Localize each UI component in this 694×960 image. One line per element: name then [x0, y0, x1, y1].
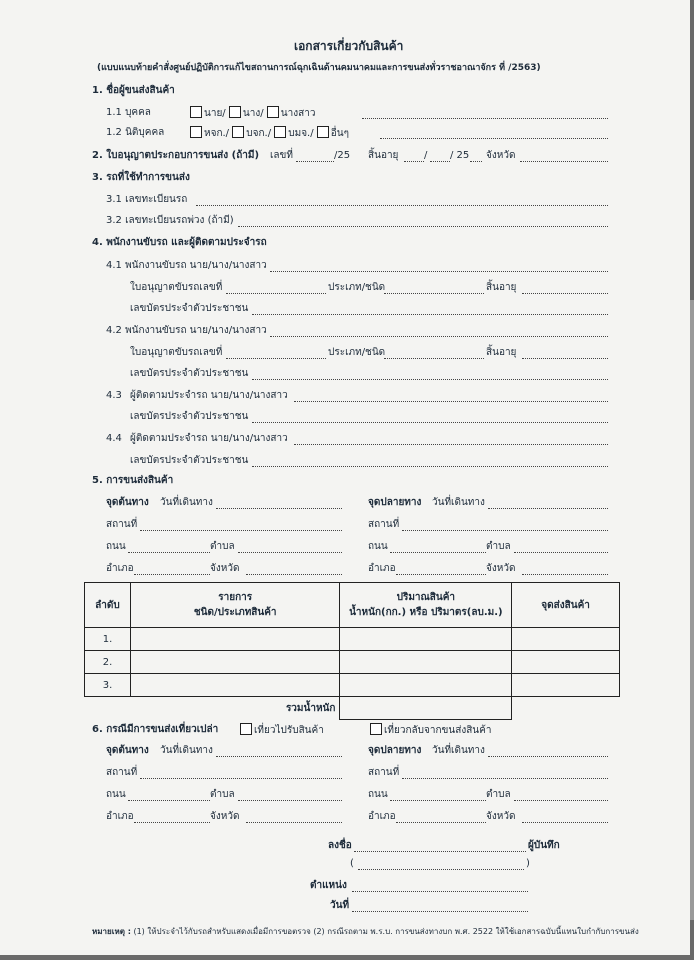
section-4-heading: 4. พนักงานขับรถ และผู้ติดตามประจำรถ	[92, 237, 267, 248]
expire-slash: /	[424, 150, 428, 161]
option-return-trip-label: เที่ยวกลับจากขนส่งสินค้า	[384, 725, 492, 736]
s5-dest-province-label: จังหวัด	[486, 563, 516, 574]
driver-1-expire-label: สิ้นอายุ	[486, 282, 517, 293]
table-row	[85, 628, 620, 651]
sign-date-line[interactable]	[352, 911, 528, 912]
footnote-text: (1) ให้ประจำไว้กับรถสำหรับแสดงเมื่อมีการขอตรวจ (2) กรณีรถตาม พ.ร.บ. การขนส่งทางบก พ.ศ. 2522 ให้ใช้เอกสารฉบับนี้แทนใบกำกับการขนส่ง	[133, 927, 639, 936]
attendant-2-id-label: เลขบัตรประจำตัวประชาชน	[130, 455, 249, 466]
attendant-1-name-line[interactable]	[294, 401, 608, 402]
checkbox-public-co[interactable]	[274, 126, 286, 138]
s6-origin-district-label: อำเภอ	[106, 811, 134, 822]
vehicle-plate-line[interactable]	[196, 205, 608, 206]
license-expire-label: สิ้นอายุ	[368, 150, 399, 161]
option-co-ltd-label: บจก./	[246, 128, 272, 139]
company-type-options	[190, 126, 349, 140]
section-6-heading: 6. กรณีมีการขนส่งเที่ยวเปล่า	[92, 724, 219, 735]
s6-dest-date-label: วันที่เดินทาง	[432, 745, 485, 756]
printed-name-line[interactable]	[358, 869, 524, 870]
s6-origin-road-label: ถนน	[106, 789, 126, 800]
option-other-label: อื่นๆ	[330, 128, 350, 139]
s5-origin-district-line[interactable]	[134, 574, 210, 575]
s6-dest-subdistrict-line[interactable]	[514, 800, 608, 801]
s5-dest-subdistrict-label: ตำบล	[486, 541, 511, 552]
paren-close: )	[526, 858, 530, 869]
driver-1-label: 4.1 พนักงานขับรถ นาย/นาง/นางสาว	[106, 260, 267, 271]
section-5-heading: 5. การขนส่งสินค้า	[92, 475, 174, 486]
col-item-text-2: ชนิด/ประเภทสินค้า	[193, 607, 277, 618]
s6-dest-province-line[interactable]	[522, 822, 608, 823]
s6-dest-label: จุดปลายทาง	[368, 745, 422, 756]
section-3-heading: 3. รถที่ใช้ทำการขนส่ง	[92, 172, 190, 183]
empty-trip-option-2	[370, 723, 491, 737]
col-dest-text: จุดส่งสินค้า	[541, 599, 590, 611]
attendant-1-id-line[interactable]	[252, 422, 608, 423]
driver-2-label: 4.2 พนักงานขับรถ นาย/นาง/นางสาว	[106, 325, 267, 336]
section-1-heading: 1. ชื่อผู้ขนส่งสินค้า	[92, 85, 175, 96]
expire-month-line[interactable]	[430, 161, 450, 162]
table-row	[85, 651, 620, 674]
driver-1-expire-line[interactable]	[522, 293, 608, 294]
attendant-2-id-line[interactable]	[252, 466, 608, 467]
person-name-line[interactable]	[362, 118, 608, 119]
driver-2-name-line[interactable]	[270, 336, 608, 337]
item-cell[interactable]	[130, 651, 340, 674]
footnote	[92, 926, 639, 938]
empty-cell	[512, 697, 620, 720]
table-row	[85, 674, 620, 697]
checkbox-to-pickup[interactable]	[240, 723, 252, 735]
s5-origin-date-line[interactable]	[216, 508, 342, 509]
attendant-1-id-label: เลขบัตรประจำตัวประชาชน	[130, 411, 249, 422]
col-qty-text-2: น้ำหนัก(กก.) หรือ ปริมาตร(ลบ.ม.)	[349, 607, 503, 618]
s6-origin-place-label: สถานที่	[106, 767, 138, 778]
attendant-2-number: 4.4	[106, 433, 122, 444]
section-1-2-label: 1.2 นิติบุคคล	[106, 127, 165, 138]
option-public-co-label: บมจ./	[288, 128, 314, 139]
s6-origin-subdistrict-line[interactable]	[238, 800, 342, 801]
item-cell[interactable]	[130, 628, 340, 651]
s6-dest-district-label: อำเภอ	[368, 811, 396, 822]
section-1-1-label: 1.1 บุคคล	[106, 107, 151, 118]
checkbox-return-trip[interactable]	[370, 723, 382, 735]
driver-1-license-label: ใบอนุญาตขับรถเลขที่	[130, 282, 223, 293]
s5-dest-road-label: ถนน	[368, 541, 388, 552]
empty-trip-option-1	[240, 723, 324, 737]
checkbox-other[interactable]	[317, 126, 329, 138]
s5-dest-road-line[interactable]	[390, 552, 486, 553]
s5-dest-district-line[interactable]	[396, 574, 486, 575]
license-year-1: /25	[334, 150, 351, 161]
total-weight-label: รวมน้ำหนัก	[285, 702, 336, 714]
driver-2-license-label: ใบอนุญาตขับรถเลขที่	[130, 347, 223, 358]
driver-2-expire-label: สิ้นอายุ	[486, 347, 517, 358]
dest-cell[interactable]	[512, 674, 620, 697]
trailer-plate-line[interactable]	[238, 226, 608, 227]
vehicle-plate-label: 3.1 เลขทะเบียนรถ	[106, 194, 188, 205]
attendant-1-number: 4.3	[106, 390, 122, 401]
scrollbar[interactable]	[690, 300, 694, 920]
driver-2-id-line[interactable]	[252, 379, 608, 380]
recorder-label: ผู้บันทึก	[528, 840, 560, 851]
total-weight-cell[interactable]	[340, 697, 512, 720]
item-cell[interactable]	[130, 674, 340, 697]
option-ltd-partnership-label: หจก./	[204, 128, 230, 139]
s6-origin-road-line[interactable]	[128, 800, 210, 801]
s5-dest-date-label: วันที่เดินทาง	[432, 497, 485, 508]
s5-origin-subdistrict-line[interactable]	[238, 552, 342, 553]
license-year-2: / 25	[450, 150, 470, 161]
s5-origin-subdistrict-label: ตำบล	[210, 541, 235, 552]
s5-dest-province-line[interactable]	[522, 574, 608, 575]
option-mrs-label: นาง/	[242, 108, 264, 119]
section-2-heading: 2. ใบอนุญาตประกอบการขนส่ง (ถ้ามี)	[92, 150, 260, 161]
signature-line[interactable]	[354, 851, 526, 852]
attendant-2-name-line[interactable]	[294, 444, 608, 445]
dest-cell[interactable]	[512, 651, 620, 674]
s5-origin-road-label: ถนน	[106, 541, 126, 552]
col-no-text: ลำดับ	[95, 599, 120, 611]
s5-origin-place-line[interactable]	[140, 530, 342, 531]
driver-2-expire-line[interactable]	[522, 358, 608, 359]
option-to-pickup-label: เที่ยวไปรับสินค้า	[254, 725, 324, 736]
s6-origin-province-line[interactable]	[246, 822, 342, 823]
goods-table	[84, 582, 620, 720]
col-qty-text-1: ปริมาณสินค้า	[396, 592, 456, 603]
driver-1-name-line[interactable]	[270, 271, 608, 272]
driver-2-id-label: เลขบัตรประจำตัวประชาชน	[130, 368, 249, 379]
position-label: ตำแหน่ง	[310, 880, 347, 891]
s5-dest-place-line[interactable]	[402, 530, 608, 531]
s6-origin-province-label: จังหวัด	[210, 811, 240, 822]
option-miss-label: นางสาว	[280, 108, 316, 119]
s5-origin-label: จุดต้นทาง	[106, 497, 149, 508]
s5-origin-date-label: วันที่เดินทาง	[160, 497, 213, 508]
s6-origin-date-line[interactable]	[216, 756, 342, 757]
checkbox-ltd-partnership[interactable]	[190, 126, 202, 138]
company-name-line[interactable]	[380, 138, 608, 139]
s6-dest-date-line[interactable]	[488, 756, 608, 757]
s5-dest-place-label: สถานที่	[368, 519, 400, 530]
license-province-label: จังหวัด	[486, 150, 516, 161]
s5-dest-date-line[interactable]	[488, 508, 608, 509]
s6-origin-date-label: วันที่เดินทาง	[160, 745, 213, 756]
s5-origin-district-label: อำเภอ	[106, 563, 134, 574]
row-number: 2.	[85, 651, 131, 674]
license-no-label: เลขที่	[270, 150, 293, 161]
footnote-label: หมายเหตุ :	[92, 927, 131, 936]
col-header-item	[130, 583, 340, 628]
attendant-2-label: ผู้ติดตามประจำรถ นาย/นาง/นางสาว	[130, 433, 288, 444]
driver-2-type-label: ประเภท/ชนิด	[328, 347, 386, 358]
option-mr-label: นาย/	[204, 108, 226, 119]
s6-dest-road-line[interactable]	[390, 800, 486, 801]
qty-cell[interactable]	[340, 651, 512, 674]
s5-dest-subdistrict-line[interactable]	[514, 552, 608, 553]
sign-label: ลงชื่อ	[328, 840, 352, 851]
s5-origin-province-label: จังหวัด	[210, 563, 240, 574]
col-header-no	[85, 583, 131, 628]
col-header-dest	[512, 583, 620, 628]
driver-1-license-line[interactable]	[226, 293, 326, 294]
checkbox-mrs[interactable]	[229, 106, 241, 118]
dest-cell[interactable]	[512, 628, 620, 651]
page-title: เอกสารเกี่ยวกับสินค้า	[294, 39, 404, 53]
paren-open: (	[350, 858, 354, 869]
s6-dest-district-line[interactable]	[396, 822, 486, 823]
expire-year-line[interactable]	[470, 161, 482, 162]
total-row	[85, 697, 620, 720]
driver-1-type-label: ประเภท/ชนิด	[328, 282, 386, 293]
page-subtitle: (แบบแนบท้ายคำสั่งศูนย์ปฏิบัติการแก้ไขสถานการณ์ฉุกเฉินด้านคมนาคมและการขนส่งทั่วราชอาณาจักร ที่ /2563)	[97, 63, 541, 73]
person-title-options	[190, 106, 315, 120]
col-item-text-1: รายการ	[218, 592, 253, 603]
attendant-1-label: ผู้ติดตามประจำรถ นาย/นาง/นางสาว	[130, 390, 288, 401]
s6-origin-label: จุดต้นทาง	[106, 745, 149, 756]
s6-dest-place-line[interactable]	[402, 778, 608, 779]
s5-origin-place-label: สถานที่	[106, 519, 138, 530]
sign-date-label: วันที่	[330, 900, 350, 911]
s5-origin-province-line[interactable]	[246, 574, 342, 575]
position-line[interactable]	[352, 891, 528, 892]
trailer-plate-label: 3.2 เลขทะเบียนรถพ่วง (ถ้ามี)	[106, 215, 234, 226]
row-number: 1.	[85, 628, 131, 651]
s6-dest-province-label: จังหวัด	[486, 811, 516, 822]
s6-dest-place-label: สถานที่	[368, 767, 400, 778]
driver-2-license-line[interactable]	[226, 358, 326, 359]
s6-origin-district-line[interactable]	[134, 822, 210, 823]
col-header-qty	[340, 583, 512, 628]
driver-2-type-line[interactable]	[384, 358, 484, 359]
s6-dest-subdistrict-label: ตำบล	[486, 789, 511, 800]
s6-origin-subdistrict-label: ตำบล	[210, 789, 235, 800]
s5-dest-district-label: อำเภอ	[368, 563, 396, 574]
s5-dest-label: จุดปลายทาง	[368, 497, 422, 508]
s6-dest-road-label: ถนน	[368, 789, 388, 800]
license-no-line[interactable]	[296, 161, 334, 162]
driver-1-id-line[interactable]	[252, 314, 608, 315]
checkbox-miss[interactable]	[267, 106, 279, 118]
s5-origin-road-line[interactable]	[128, 552, 210, 553]
goods-table-header	[85, 583, 620, 628]
checkbox-mr[interactable]	[190, 106, 202, 118]
qty-cell[interactable]	[340, 674, 512, 697]
qty-cell[interactable]	[340, 628, 512, 651]
checkbox-co-ltd[interactable]	[232, 126, 244, 138]
driver-1-id-label: เลขบัตรประจำตัวประชาชน	[130, 303, 249, 314]
s6-origin-place-line[interactable]	[140, 778, 342, 779]
row-number: 3.	[85, 674, 131, 697]
driver-1-type-line[interactable]	[384, 293, 484, 294]
expire-day-line[interactable]	[404, 161, 424, 162]
license-province-line[interactable]	[520, 161, 608, 162]
